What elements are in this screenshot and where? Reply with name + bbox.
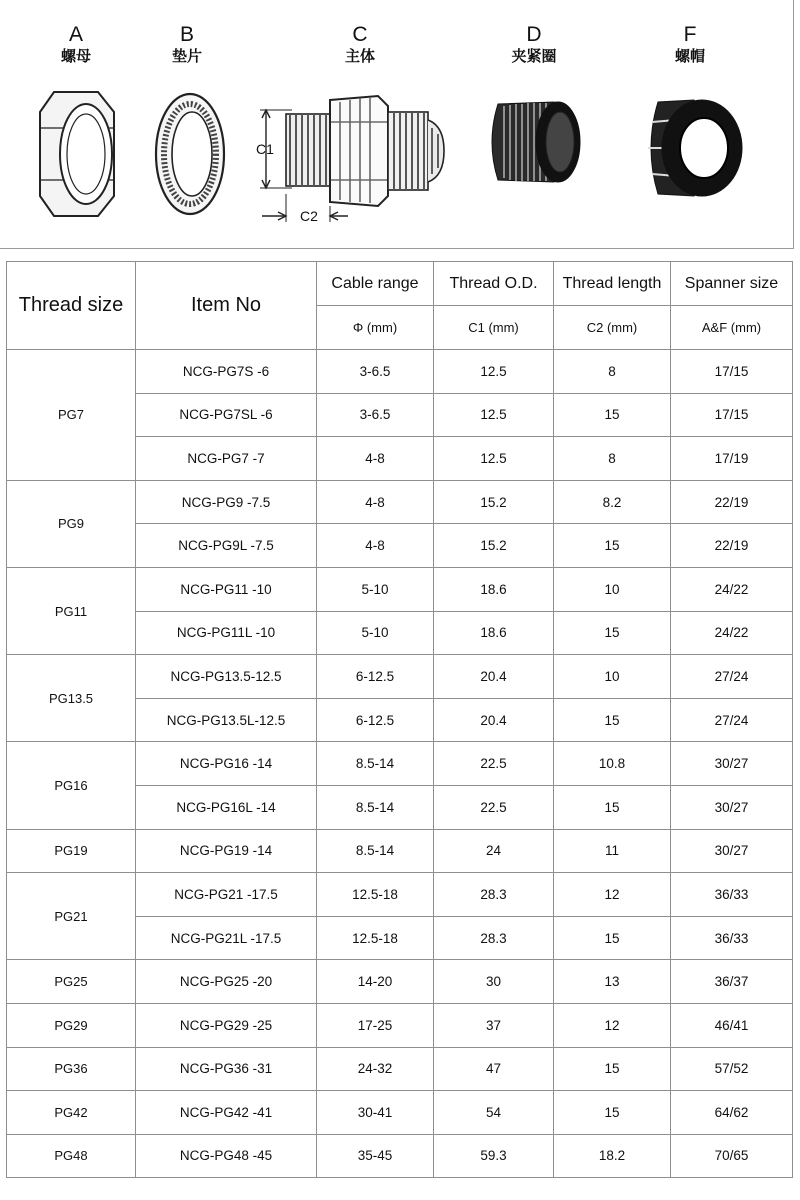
table-row [7,960,793,1004]
cable-range-cell: 35-45 [317,1134,434,1178]
spanner-size-cell: 24/22 [671,611,793,655]
cable-range-cell: 3-6.5 [317,393,434,437]
item-no-cell: NCG-PG36 -31 [136,1047,317,1091]
thread-size-cell: PG13.5 [7,655,136,742]
thread-od-cell: 24 [434,829,554,873]
c2-label: C2 [300,208,318,224]
thread-length-cell: 12 [554,873,671,917]
thread-length-cell: 8 [554,350,671,394]
thread-length-cell: 15 [554,916,671,960]
spanner-size-cell: 17/19 [671,437,793,481]
thread-length-cell: 8 [554,437,671,481]
unit-cable-range: Φ (mm) [317,306,434,350]
thread-od-cell: 12.5 [434,437,554,481]
col-header-cable-range: Cable range [317,262,434,306]
table-row [7,1134,793,1178]
item-no-cell: NCG-PG11L -10 [136,611,317,655]
thread-od-cell: 15.2 [434,480,554,524]
part-caption: 主体 [344,47,375,65]
cable-range-cell: 5-10 [317,567,434,611]
thread-length-cell: 13 [554,960,671,1004]
thread-od-cell: 37 [434,1003,554,1047]
thread-od-cell: 22.5 [434,785,554,829]
thread-od-cell: 30 [434,960,554,1004]
spanner-size-cell: 27/24 [671,698,793,742]
spanner-size-cell: 36/37 [671,960,793,1004]
thread-od-cell: 18.6 [434,567,554,611]
table-row [7,655,793,699]
cable-range-cell: 4-8 [317,437,434,481]
thread-length-cell: 10 [554,655,671,699]
spanner-size-cell: 22/19 [671,480,793,524]
clamp-ring-icon [484,96,584,188]
thread-size-cell: PG21 [7,873,136,960]
cable-range-cell: 4-8 [317,524,434,568]
thread-size-cell: PG48 [7,1134,136,1178]
item-no-cell: NCG-PG19 -14 [136,829,317,873]
spanner-size-cell: 30/27 [671,742,793,786]
part-a-heading [16,24,136,64]
spanner-size-cell: 57/52 [671,1047,793,1091]
thread-od-cell: 12.5 [434,393,554,437]
thread-od-cell: 54 [434,1091,554,1135]
table-row [7,567,793,611]
spanner-size-cell: 64/62 [671,1091,793,1135]
gland-body-icon [248,92,458,230]
spanner-size-cell: 22/19 [671,524,793,568]
thread-length-cell: 15 [554,393,671,437]
cable-range-cell: 8.5-14 [317,742,434,786]
thread-od-cell: 20.4 [434,698,554,742]
item-no-cell: NCG-PG48 -45 [136,1134,317,1178]
item-no-cell: NCG-PG9L -7.5 [136,524,317,568]
col-header-thread-size: Thread size [7,262,136,350]
spanner-size-cell: 70/65 [671,1134,793,1178]
table-row [7,480,793,524]
part-caption: 夹紧圈 [511,47,557,65]
hex-nut-icon [34,88,120,220]
thread-od-cell: 59.3 [434,1134,554,1178]
c1-label: C1 [256,141,274,157]
cable-range-cell: 12.5-18 [317,873,434,917]
item-no-cell: NCG-PG9 -7.5 [136,480,317,524]
part-d-heading [474,24,594,64]
part-caption: 螺母 [60,47,91,65]
col-header-item-no: Item No [136,262,317,350]
thread-od-cell: 12.5 [434,350,554,394]
part-letter: B [179,23,194,46]
cable-range-cell: 3-6.5 [317,350,434,394]
cable-range-cell: 17-25 [317,1003,434,1047]
spanner-size-cell: 17/15 [671,350,793,394]
part-caption: 螺帽 [674,47,705,65]
item-no-cell: NCG-PG16L -14 [136,785,317,829]
part-caption: 垫片 [171,47,202,65]
thread-length-cell: 12 [554,1003,671,1047]
unit-spanner-size: A&F (mm) [671,306,793,350]
thread-length-cell: 15 [554,524,671,568]
part-b-heading [127,24,247,64]
spanner-size-cell: 30/27 [671,829,793,873]
thread-od-cell: 15.2 [434,524,554,568]
spanner-size-cell: 27/24 [671,655,793,699]
table-row [7,829,793,873]
cable-range-cell: 8.5-14 [317,829,434,873]
thread-length-cell: 15 [554,611,671,655]
spanner-size-cell: 36/33 [671,873,793,917]
item-no-cell: NCG-PG21 -17.5 [136,873,317,917]
thread-od-cell: 28.3 [434,873,554,917]
item-no-cell: NCG-PG29 -25 [136,1003,317,1047]
item-no-cell: NCG-PG7SL -6 [136,393,317,437]
thread-od-cell: 28.3 [434,916,554,960]
table-row [7,1003,793,1047]
item-no-cell: NCG-PG42 -41 [136,1091,317,1135]
dome-cap-icon [636,92,748,204]
thread-size-cell: PG36 [7,1047,136,1091]
parts-diagram [0,0,794,249]
spanner-size-cell: 17/15 [671,393,793,437]
unit-thread-length: C2 (mm) [554,306,671,350]
item-no-cell: NCG-PG13.5-12.5 [136,655,317,699]
cable-range-cell: 12.5-18 [317,916,434,960]
part-letter: F [683,23,697,46]
table-row [7,350,793,394]
washer-icon [152,90,228,218]
cable-range-cell: 4-8 [317,480,434,524]
thread-length-cell: 8.2 [554,480,671,524]
thread-size-cell: PG16 [7,742,136,829]
item-no-cell: NCG-PG13.5L-12.5 [136,698,317,742]
cable-range-cell: 8.5-14 [317,785,434,829]
thread-size-cell: PG42 [7,1091,136,1135]
thread-length-cell: 10.8 [554,742,671,786]
table-row [7,1091,793,1135]
spec-table [6,261,793,1178]
table-row [7,873,793,917]
col-header-spanner-size: Spanner size [671,262,793,306]
item-no-cell: NCG-PG25 -20 [136,960,317,1004]
thread-size-cell: PG29 [7,1003,136,1047]
table-row [7,1047,793,1091]
thread-length-cell: 18.2 [554,1134,671,1178]
part-letter: D [526,23,542,46]
thread-length-cell: 10 [554,567,671,611]
item-no-cell: NCG-PG21L -17.5 [136,916,317,960]
spanner-size-cell: 46/41 [671,1003,793,1047]
spanner-size-cell: 30/27 [671,785,793,829]
cable-range-cell: 24-32 [317,1047,434,1091]
spanner-size-cell: 36/33 [671,916,793,960]
spec-table-body [7,350,793,1178]
table-row [7,742,793,786]
thread-size-cell: PG7 [7,350,136,481]
cable-range-cell: 30-41 [317,1091,434,1135]
unit-thread-od: C1 (mm) [434,306,554,350]
cable-range-cell: 14-20 [317,960,434,1004]
item-no-cell: NCG-PG16 -14 [136,742,317,786]
thread-od-cell: 18.6 [434,611,554,655]
part-f-heading [630,24,750,64]
cable-range-cell: 6-12.5 [317,698,434,742]
thread-size-cell: PG9 [7,480,136,567]
cable-range-cell: 5-10 [317,611,434,655]
part-c-heading [300,24,420,64]
thread-length-cell: 11 [554,829,671,873]
part-letter: A [68,23,83,46]
thread-length-cell: 15 [554,1047,671,1091]
item-no-cell: NCG-PG11 -10 [136,567,317,611]
col-header-thread-od: Thread O.D. [434,262,554,306]
item-no-cell: NCG-PG7S -6 [136,350,317,394]
thread-length-cell: 15 [554,698,671,742]
col-header-thread-length: Thread length [554,262,671,306]
thread-od-cell: 20.4 [434,655,554,699]
thread-length-cell: 15 [554,1091,671,1135]
cable-range-cell: 6-12.5 [317,655,434,699]
thread-od-cell: 22.5 [434,742,554,786]
thread-size-cell: PG11 [7,567,136,654]
thread-size-cell: PG25 [7,960,136,1004]
part-letter: C [352,23,368,46]
header-row [7,262,793,306]
spanner-size-cell: 24/22 [671,567,793,611]
item-no-cell: NCG-PG7 -7 [136,437,317,481]
thread-length-cell: 15 [554,785,671,829]
thread-od-cell: 47 [434,1047,554,1091]
thread-size-cell: PG19 [7,829,136,873]
